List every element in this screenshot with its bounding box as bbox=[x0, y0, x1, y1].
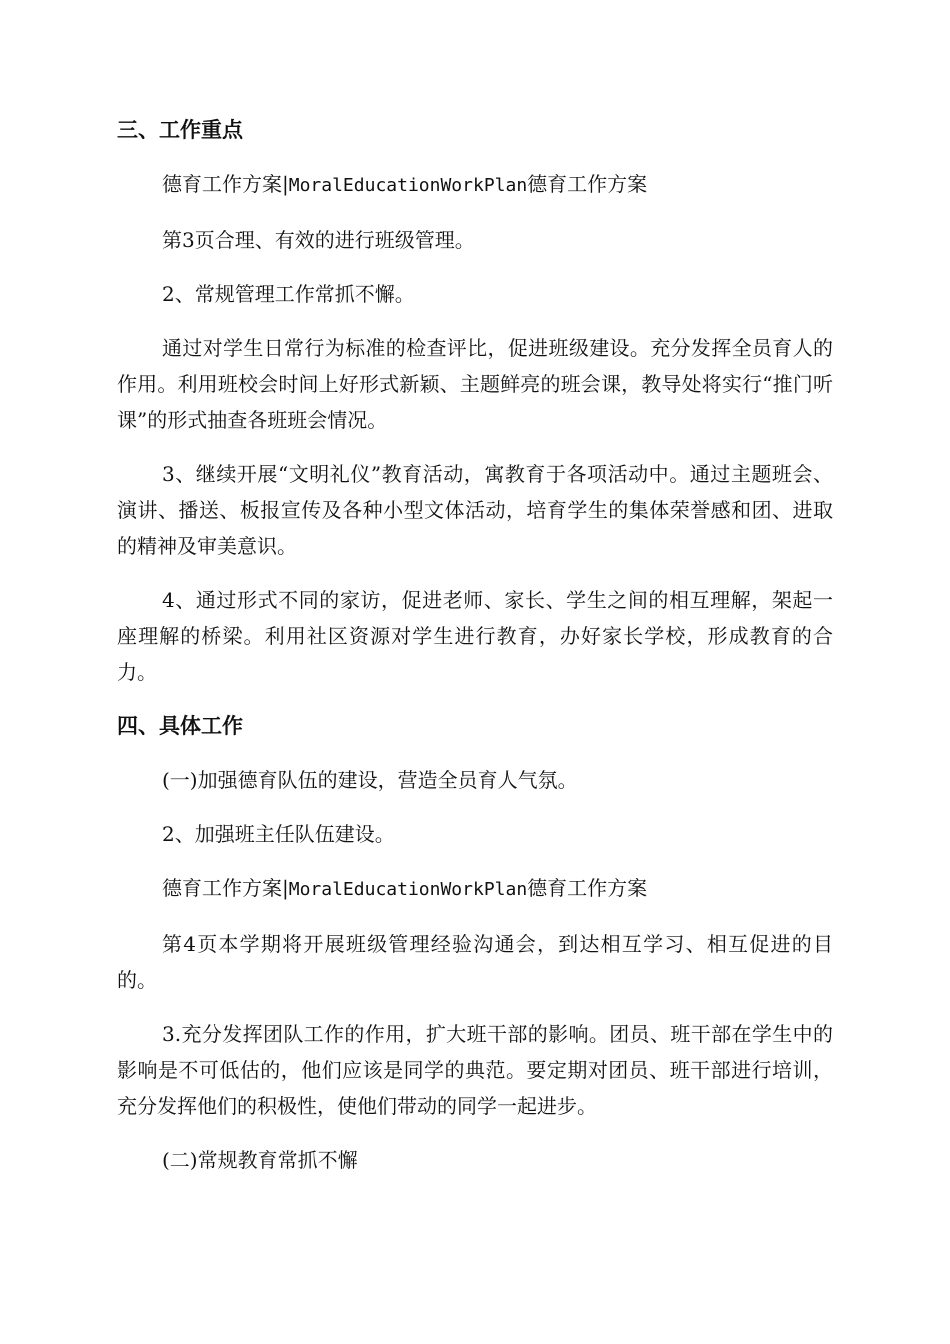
paragraph: 4、通过形式不同的家访，促进老师、家长、学生之间的相互理解，架起一座理解的桥梁。利用社区资源对学生进行教育，办好家长学校，形成教育的合力。 bbox=[117, 588, 833, 684]
running-header-english: MoralEducationWorkPlan bbox=[288, 175, 528, 196]
paragraph: (一)加强德育队伍的建设，营造全员育人气氛。 bbox=[162, 768, 578, 792]
paragraph: 第4页本学期将开展班级管理经验沟通会，到达相互学习、相互促进的目的。 bbox=[117, 932, 833, 992]
paragraph: 通过对学生日常行为标准的检查评比，促进班级建设。充分发挥全员育人的作用。利用班校会时间上好形式新颖、主题鲜亮的班会课，教导处将实行“推门听课”的形式抽查各班班会情况。 bbox=[117, 336, 833, 432]
running-header-suffix: 德育工作方案 bbox=[527, 172, 648, 196]
section-heading-4: 四、具体工作 bbox=[117, 714, 243, 738]
paragraph: 3、继续开展“文明礼仪”教育活动，寓教育于各项活动中。通过主题班会、演讲、播送、板报宣传及各种小型文体活动，培育学生的集体荣誉感和团、进取的精神及审美意识。 bbox=[117, 462, 833, 558]
running-header-line bbox=[117, 166, 833, 204]
paragraph: 2、加强班主任队伍建设。 bbox=[162, 822, 395, 846]
paragraph: (二)常规教育常抓不懈 bbox=[162, 1148, 358, 1172]
document-content bbox=[117, 112, 833, 1196]
running-header-line bbox=[117, 870, 833, 908]
running-header-suffix: 德育工作方案 bbox=[527, 876, 648, 900]
paragraph: 2、常规管理工作常抓不懈。 bbox=[162, 282, 415, 306]
paragraph: 第3页合理、有效的进行班级管理。 bbox=[162, 228, 475, 252]
running-header-prefix: 德育工作方案| bbox=[162, 172, 289, 196]
running-header-prefix: 德育工作方案| bbox=[162, 876, 289, 900]
paragraph: 3.充分发挥团队工作的作用，扩大班干部的影响。团员、班干部在学生中的影响是不可低估的，他们应该是同学的典范。要定期对团员、班干部进行培训，充分发挥他们的积极性，使他们带动的同学一起进步。 bbox=[117, 1022, 833, 1118]
section-heading-3: 三、工作重点 bbox=[117, 118, 243, 142]
running-header-english: MoralEducationWorkPlan bbox=[288, 879, 528, 900]
